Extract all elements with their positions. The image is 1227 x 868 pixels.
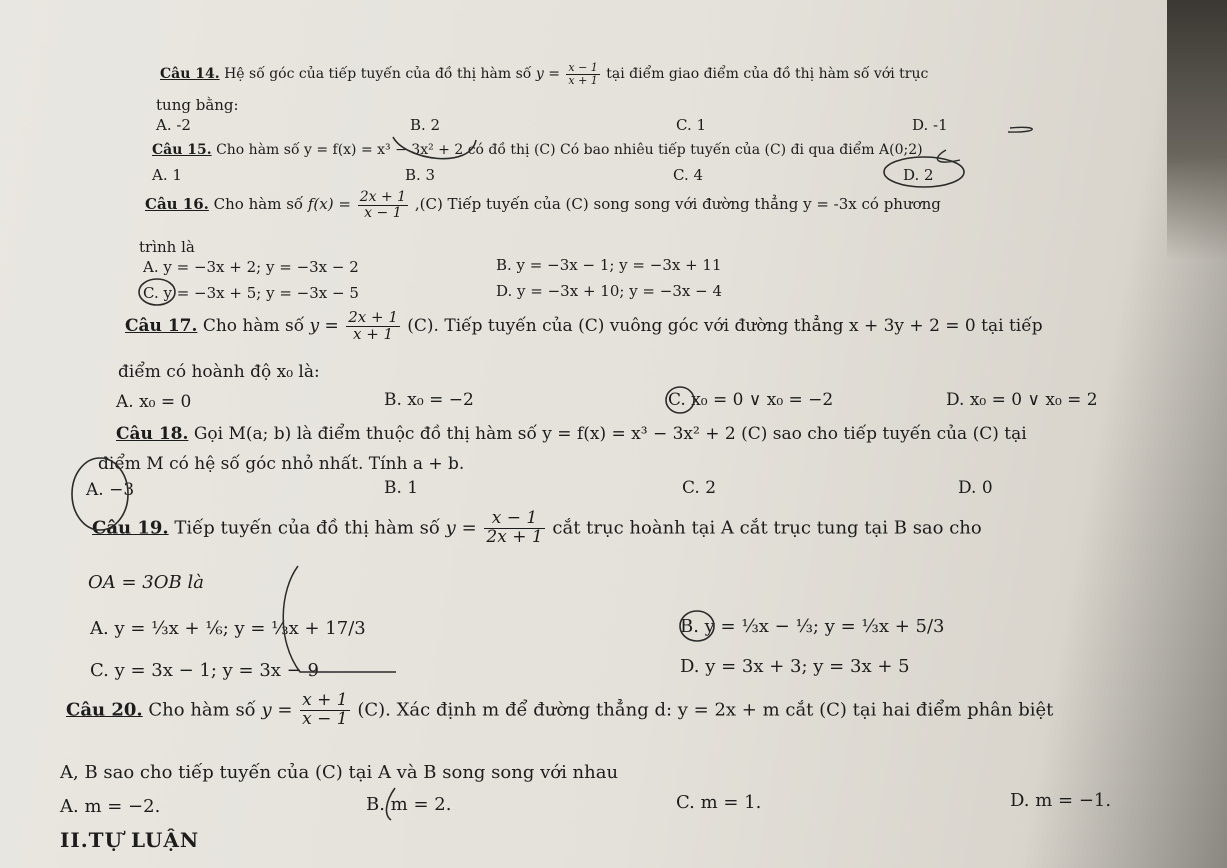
q14-option-b: B. 2: [410, 116, 441, 134]
q17-option-a: A. x₀ = 0: [116, 392, 192, 412]
q19-text-c: OA = 3OB là: [88, 572, 204, 593]
q19-answer-circle: [680, 611, 714, 641]
q16-label: Câu 16.: [145, 195, 209, 214]
q19-option-a: A. y = ⅓x + ⅙; y = ⅓x + 17/3: [90, 618, 366, 639]
q14-option-d: D. -1: [912, 116, 948, 134]
q17-option-b: B. x₀ = −2: [384, 390, 474, 410]
q16-option-b: B. y = −3x − 1; y = −3x + 11: [496, 256, 722, 274]
q19-option-c: C. y = 3x − 1; y = 3x − 9: [90, 660, 319, 681]
q16-formula-lhs: f(x) =: [307, 195, 351, 214]
q16-option-d: D. y = −3x + 10; y = −3x − 4: [496, 282, 722, 300]
q20-numerator: x + 1: [302, 690, 348, 710]
q19-text-b: cắt trục hoành tại A cắt trục tung tại B sao cho: [552, 517, 982, 539]
q14-numerator: x − 1: [568, 61, 598, 74]
q17-formula-lhs: y =: [309, 315, 339, 336]
q15-text: Cho hàm số y = f(x) = x³ − 3x² + 2 có đồ thị (C) Có bao nhiêu tiếp tuyến của (C) đi qua điểm A(0;2): [216, 142, 923, 158]
q20-formula-lhs: y =: [261, 699, 293, 721]
q14-formula-lhs: y =: [535, 66, 560, 83]
q18-text-b: điểm M có hệ số góc nhỏ nhất. Tính a + b.: [98, 454, 465, 474]
q19-label: Câu 19.: [92, 517, 169, 539]
q17-label: Câu 17.: [125, 315, 198, 336]
q17-text-b: (C). Tiếp tuyến của (C) vuông góc với đường thẳng x + 3y + 2 = 0 tại tiếp: [407, 315, 1043, 336]
q19-denominator: 2x + 1: [486, 526, 543, 547]
q20-option-d: D. m = −1.: [1010, 790, 1112, 811]
q19-option-b: B. y = ⅓x − ⅓; y = ⅓x + 5/3: [680, 616, 945, 637]
q17-option-c: C. x₀ = 0 ∨ x₀ = −2: [668, 390, 834, 410]
q20-option-c: C. m = 1.: [676, 792, 762, 813]
q19-text-a: Tiếp tuyến của đồ thị hàm số: [174, 517, 440, 539]
q14-option-d-mark: [1008, 127, 1032, 132]
q17-numerator: 2x + 1: [348, 308, 398, 326]
q20-text-a: Cho hàm số: [148, 699, 256, 721]
q19-option-a-mark: [283, 566, 396, 672]
q14-option-a: A. -2: [156, 116, 191, 134]
q14-text-b: tại điểm giao điểm của đồ thị hàm số với trục: [606, 66, 929, 83]
q16-denominator: x − 1: [364, 204, 402, 221]
q18-option-a: A. −3: [86, 480, 135, 500]
q18-text-a: Gọi M(a; b) là điểm thuộc đồ thị hàm số y = f(x) = x³ − 3x² + 2 (C) sao cho tiếp tuyến của (C) tại: [193, 424, 1027, 444]
q16-text-b: ,(C) Tiếp tuyến của (C) song song với đường thẳng y = -3x có phương: [414, 195, 941, 214]
q19-numerator: x − 1: [484, 510, 544, 529]
q16-option-a: A. y = −3x + 2; y = −3x − 2: [143, 258, 359, 276]
q16-answer-circle: [139, 279, 175, 305]
q14-label: Câu 14.: [160, 66, 220, 83]
q18-answer-circle: [72, 458, 128, 530]
q17-denominator: x + 1: [352, 324, 394, 343]
q18-option-b: B. 1: [384, 478, 419, 498]
q17-text-c: điểm có hoành độ x₀ là:: [118, 362, 320, 382]
q15-label: Câu 15.: [152, 142, 212, 158]
q20-label: Câu 20.: [66, 699, 143, 721]
q20-denominator: x − 1: [302, 708, 348, 729]
q16-numerator: 2x + 1: [359, 189, 407, 205]
q20-option-a: A. m = −2.: [60, 796, 161, 817]
q17-text-a: Cho hàm số: [202, 315, 305, 336]
q14-denominator: x + 1: [568, 73, 598, 87]
q20-text-c: A, B sao cho tiếp tuyến của (C) tại A và B song song với nhau: [60, 762, 619, 783]
q14-answer-circle: [393, 137, 476, 159]
q14-option-c: C. 1: [676, 116, 707, 134]
q18-label: Câu 18.: [116, 424, 189, 444]
q18-option-c: C. 2: [682, 478, 717, 498]
q16-text-c: trình là: [139, 238, 195, 256]
q16-text-a: Cho hàm số: [213, 195, 304, 214]
q19-option-d: D. y = 3x + 3; y = 3x + 5: [680, 656, 910, 677]
q17-option-d: D. x₀ = 0 ∨ x₀ = 2: [946, 390, 1098, 410]
q18-option-d: D. 0: [958, 478, 993, 498]
q20-text-b: (C). Xác định m để đường thẳng d: y = 2x + m cắt (C) tại hai điểm phân biệt: [357, 699, 1054, 721]
q15-option-d: D. 2: [903, 166, 934, 184]
q17-answer-circle: [666, 387, 694, 413]
q20-answer-mark: [386, 788, 395, 820]
q19-formula-lhs: y =: [445, 517, 477, 539]
q15-option-c: C. 4: [673, 166, 704, 184]
q15-option-b: B. 3: [405, 166, 436, 184]
section-heading: II.TỰ LUẬN: [60, 828, 200, 852]
q14-text-a: Hệ số góc của tiếp tuyến của đồ thị hàm số: [224, 66, 532, 83]
q20-option-b: B. m = 2.: [366, 794, 452, 815]
q16-option-c: C. y = −3x + 5; y = −3x − 5: [143, 284, 359, 302]
q15-option-a: A. 1: [152, 166, 182, 184]
q14-text-c: tung bằng:: [156, 96, 239, 114]
